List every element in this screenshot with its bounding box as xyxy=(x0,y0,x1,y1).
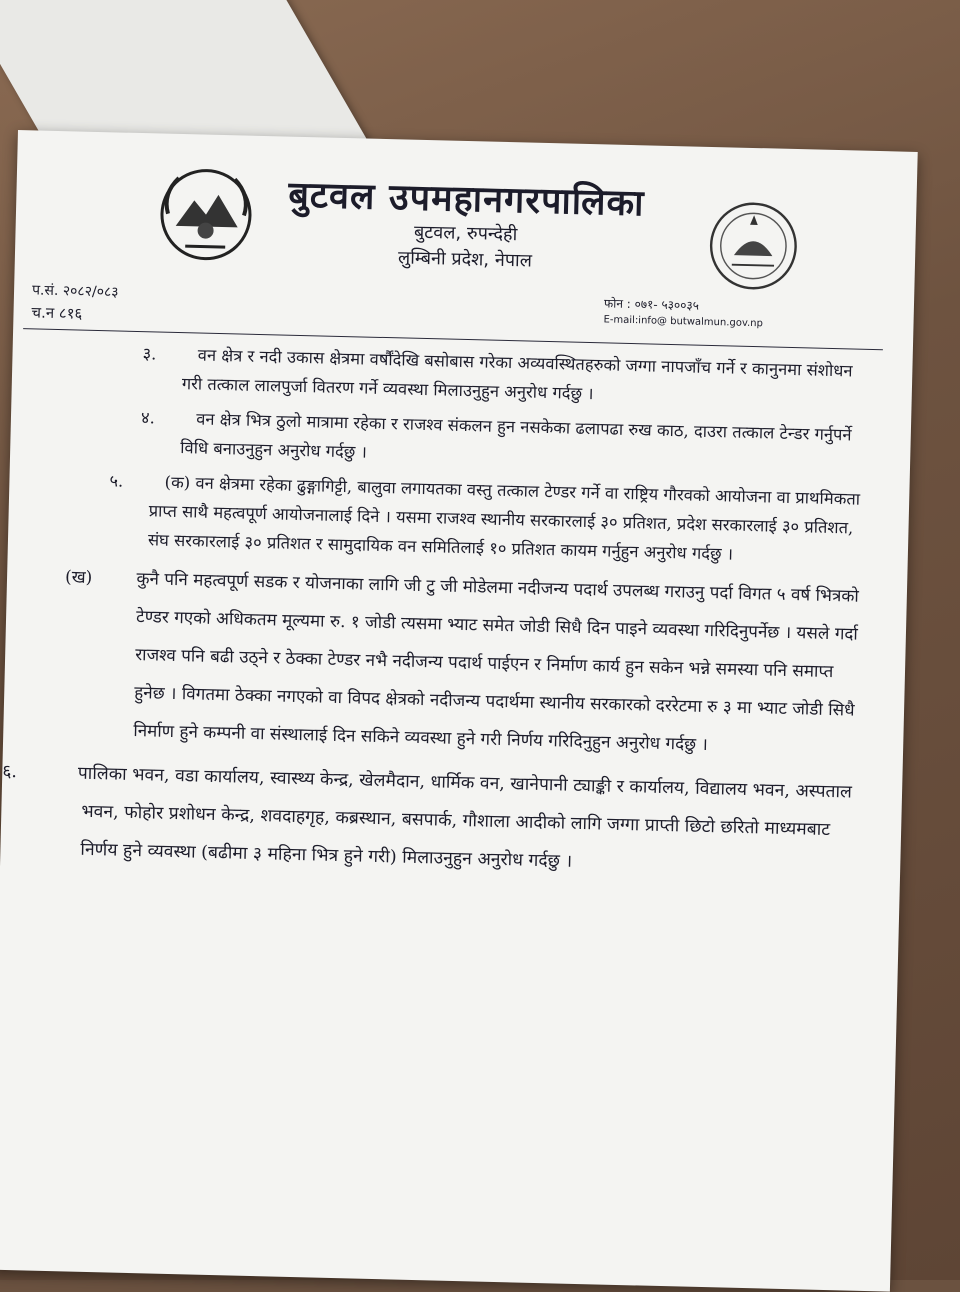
municipality-emblem-icon xyxy=(155,163,257,265)
list-item: ३. वन क्षेत्र र नदी उकास क्षेत्रमा वर्षौंदेखि बसोबास गरेका अव्यवस्थितहरुको जग्गा नापजाँच गर्ने र कानुनमा संशोधन गरी तत्काल लालपुर्जा वितरण गर्ने व्यवस्था मिलाउनुहुन अनुरोध गर्दछु । xyxy=(142,344,853,404)
phone-number: फोन : ०७१- ५३००३५ xyxy=(603,296,700,313)
letterhead xyxy=(13,130,918,352)
dispatch-number: च.न ८१६ xyxy=(31,303,83,323)
nepal-emblem-icon xyxy=(704,197,802,295)
organization-name: बुटवल उपमहानगरपालिका xyxy=(287,174,646,225)
list-item: ६. पालिका भवन, वडा कार्यालय, स्वास्थ्य केन्द्र, खेलमैदान, धार्मिक वन, खानेपानी ट्याङ्की र कार्यालय, विद्यालय भवन, अस्पताल भवन, फोहोर प्रशोधन केन्द्र, शवदाहगृह, कब्रस्थान, बसपार्क, गौशाला आदीको लागि जग्गा प्राप्ती छिटो छरितो माध्यमबाट निर्णय हुने व्यवस्था (बढीमा ३ महिना भित्र हुने गरी) मिलाउनुहुन अनुरोध गर्दछु । xyxy=(2,761,853,872)
list-item: (ख) कुनै पनि महत्वपूर्ण सडक र योजनाका लागि जी टु जी मोडेलमा नदीजन्य पदार्थ उपलब्ध गराउनु पर्दा विगत ५ वर्ष भित्रको टेण्डर गएको अधिकतम मूल्यमा रु. १ जोडी त्यसमा भ्याट समेत जोडी सिधै दिन पाइने व्यवस्था गरिदिनुपर्नेछ । यसले गर्दा राजश्व पनि बढी उठ्ने र ठेक्का टेण्डर नभै नदीजन्य पदार्थ पाईएन र निर्माण कार्य हुन सकेन भन्ने समस्या पनि समाप्त हुनेछ । विगतमा ठेक्का नगएको वा विपद क्षेत्रको नदीजन्य पदार्थमा स्थानीय सरकारको दररेटमा रु ३ मा भ्याट जोडी सिधै निर्माण हुने कम्पनी वा संस्थालाई दिन सकिने व्यवस्था हुने गरी निर्णय गरिदिनुहुन अनुरोध गर्दछु । xyxy=(64,567,860,756)
list-item: ५. (क) वन क्षेत्रमा रहेका ढुङ्गागिट्टी, बालुवा लगायतका वस्तु तत्काल टेण्डर गर्ने वा राष्ट्रिय गौरवको आयोजना वा प्राथमिकता प्राप्त साथै महत्वपूर्ण आयोजनालाई दिने । यसमा राजश्व स्थानीय सरकारलाई ३० प्रतिशत, प्रदेश सरकारलाई ३० प्रतिशत, संघ सरकारलाई ३० प्रतिशत र सामुदायिक वन समितिलाई १० प्रतिशत कायम गर्नुहुन अनुरोध गर्दछु । xyxy=(109,471,861,564)
letter-page xyxy=(0,130,918,1292)
letter-body xyxy=(2,337,873,894)
organization-city: बुटवल, रुपन्देही xyxy=(413,221,518,246)
list-item: ४. वन क्षेत्र भित्र ठुलो मात्रामा रहेका र राजश्व संकलन हुन नसकेका ढलापढा रुख काठ, दाउरा तत्काल टेन्डर गर्नुपर्ने विधि बनाउनुहुन अनुरोध गर्दछु । xyxy=(140,408,852,462)
email-address: E-mail:info@ butwalmun.gov.np xyxy=(603,314,764,330)
reference-number: प.सं. २०८२/०८३ xyxy=(31,282,119,301)
organization-province: लुम्बिनी प्रदेश, नेपाल xyxy=(397,247,533,272)
